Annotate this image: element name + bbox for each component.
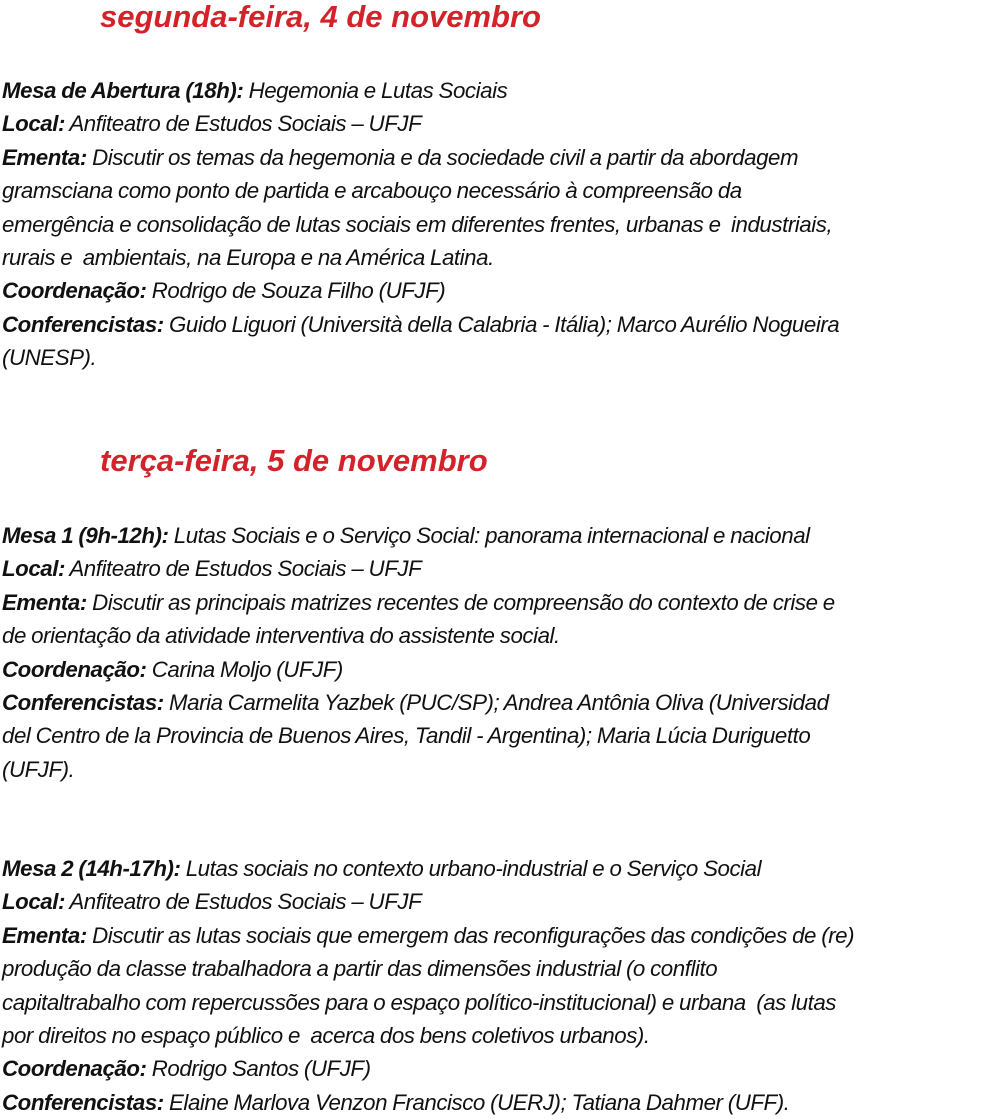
ementa-text: gramsciana como ponto de partida e arcabouço necessário à compreensão da — [2, 178, 742, 204]
session-title: Hegemonia e Lutas Sociais — [248, 78, 508, 103]
local-line — [2, 552, 983, 585]
ementa-line — [2, 586, 983, 619]
session-title-line — [2, 74, 983, 107]
local-line — [2, 107, 983, 140]
ementa-text: Discutir os temas da hegemonia e da sociedade civil a partir da abordagem — [92, 144, 799, 170]
ementa-label: Ementa: — [2, 144, 87, 170]
session-title-label: Mesa 1 (9h-12h): — [2, 523, 169, 548]
ementa-label: Ementa: — [2, 922, 87, 948]
ementa-text: produção da classe trabalhadora a partir das dimensões industrial (o conflito — [2, 956, 718, 982]
ementa-text: Discutir as principais matrizes recentes de compreensão do contexto de crise e — [92, 589, 835, 615]
coord-value: Carina Moljo (UFJF) — [151, 656, 343, 682]
coord-label: Coordenação: — [2, 1056, 147, 1082]
coord-line — [2, 274, 983, 307]
local-label: Local: — [2, 889, 65, 915]
session-title-line — [2, 852, 983, 885]
session-title-line — [2, 519, 983, 552]
conf-text: (UNESP). — [2, 345, 97, 371]
conf-text: Guido Liguori (Università della Calabria - Itália); Marco Aurélio Nogueira — [169, 311, 840, 337]
ementa-text: rurais e ambientais, na Europa e na América Latina. — [2, 245, 494, 271]
local-value: Anfiteatro de Estudos Sociais – UFJF — [69, 556, 422, 582]
conf-label: Conferencistas: — [2, 1089, 164, 1115]
session-mesa-2 — [2, 852, 983, 1119]
session-title-label: Mesa de Abertura (18h): — [2, 78, 244, 103]
conf-line — [2, 1086, 983, 1119]
conf-text: Maria Carmelita Yazbek (PUC/SP); Andrea Antônia Oliva (Universidad — [169, 690, 829, 716]
conf-text: (UFJF). — [2, 756, 75, 782]
conf-text: Elaine Marlova Venzon Francisco (UERJ); Tatiana Dahmer (UFF). — [169, 1089, 790, 1115]
local-value: Anfiteatro de Estudos Sociais – UFJF — [69, 889, 422, 915]
ementa-line — [2, 919, 983, 952]
session-title: Lutas Sociais e o Serviço Social: panorama internacional e nacional — [173, 523, 810, 548]
ementa-text: capitaltrabalho com repercussões para o espaço político-institucional) e urbana (as lutas — [2, 989, 836, 1015]
conf-line — [2, 308, 983, 341]
coord-line — [2, 653, 983, 686]
ementa-label: Ementa: — [2, 589, 87, 615]
local-label: Local: — [2, 111, 65, 137]
conf-label: Conferencistas: — [2, 311, 164, 337]
day-heading-tuesday: terça-feira, 5 de novembro — [100, 443, 488, 478]
coord-label: Coordenação: — [2, 278, 147, 304]
session-title-label: Mesa 2 (14h-17h): — [2, 856, 181, 881]
local-value: Anfiteatro de Estudos Sociais – UFJF — [69, 111, 422, 137]
session-mesa-abertura — [2, 74, 983, 375]
conf-text: del Centro de la Provincia de Buenos Aires, Tandil - Argentina); Maria Lúcia Duriguetto — [2, 723, 811, 749]
coord-value: Rodrigo de Souza Filho (UFJF) — [151, 278, 446, 304]
ementa-text: emergência e consolidação de lutas sociais em diferentes frentes, urbanas e industriais, — [2, 211, 833, 237]
ementa-text: Discutir as lutas sociais que emergem das reconfigurações das condições de (re) — [92, 922, 855, 948]
local-line — [2, 885, 983, 918]
session-mesa-1 — [2, 519, 983, 786]
conf-label: Conferencistas: — [2, 690, 164, 716]
day-heading-monday: segunda-feira, 4 de novembro — [100, 0, 541, 34]
ementa-text: por direitos no espaço público e acerca dos bens coletivos urbanos). — [2, 1023, 650, 1049]
ementa-text: de orientação da atividade interventiva do assistente social. — [2, 623, 560, 649]
conf-line — [2, 686, 983, 719]
coord-value: Rodrigo Santos (UFJF) — [151, 1056, 371, 1082]
local-label: Local: — [2, 556, 65, 582]
session-title: Lutas sociais no contexto urbano-industrial e o Serviço Social — [185, 856, 762, 881]
coord-line — [2, 1052, 983, 1085]
coord-label: Coordenação: — [2, 656, 147, 682]
ementa-line — [2, 141, 983, 174]
